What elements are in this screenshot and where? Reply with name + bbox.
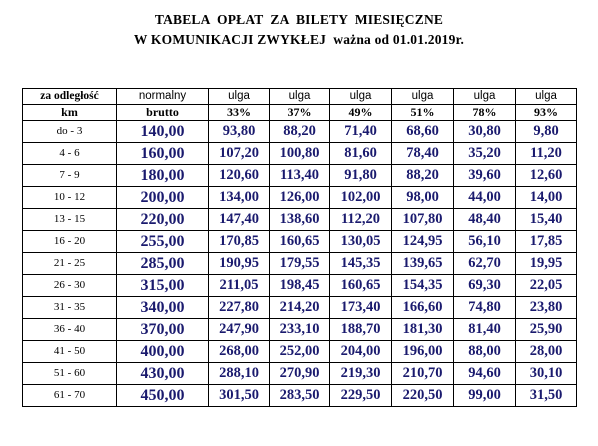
discount-price-cell: 81,40 [454,319,516,341]
header-cell: 51% [392,105,454,121]
discount-price-cell: 88,00 [454,341,516,363]
table-row [23,363,577,385]
table-row [23,187,577,209]
discount-price-cell: 166,60 [392,297,454,319]
normal-price-cell: 200,00 [117,187,209,209]
header-cell: 93% [516,105,577,121]
discount-price-cell: 91,80 [330,165,392,187]
discount-price-cell: 39,60 [454,165,516,187]
discount-price-cell: 247,90 [209,319,270,341]
discount-price-cell: 88,20 [270,121,330,143]
discount-price-cell: 220,50 [392,385,454,407]
header-cell: ulga [516,89,577,105]
normal-price-cell: 340,00 [117,297,209,319]
discount-price-cell: 283,50 [270,385,330,407]
discount-price-cell: 68,60 [392,121,454,143]
distance-cell: 26 - 30 [23,275,117,297]
discount-price-cell: 19,95 [516,253,577,275]
distance-cell: 16 - 20 [23,231,117,253]
discount-price-cell: 30,10 [516,363,577,385]
discount-price-cell: 56,10 [454,231,516,253]
discount-price-cell: 130,05 [330,231,392,253]
normal-price-cell: 400,00 [117,341,209,363]
normal-price-cell: 160,00 [117,143,209,165]
discount-price-cell: 31,50 [516,385,577,407]
discount-price-cell: 88,20 [392,165,454,187]
table-row [23,275,577,297]
table-row [23,319,577,341]
discount-price-cell: 210,70 [392,363,454,385]
discount-price-cell: 288,10 [209,363,270,385]
discount-price-cell: 170,85 [209,231,270,253]
discount-price-cell: 71,40 [330,121,392,143]
distance-cell: 41 - 50 [23,341,117,363]
distance-cell: 51 - 60 [23,363,117,385]
discount-price-cell: 23,80 [516,297,577,319]
distance-cell: 4 - 6 [23,143,117,165]
discount-price-cell: 134,00 [209,187,270,209]
discount-price-cell: 138,60 [270,209,330,231]
normal-price-cell: 370,00 [117,319,209,341]
discount-price-cell: 147,40 [209,209,270,231]
table-row [23,341,577,363]
header-cell: 37% [270,105,330,121]
discount-price-cell: 219,30 [330,363,392,385]
discount-price-cell: 11,20 [516,143,577,165]
distance-cell: 36 - 40 [23,319,117,341]
discount-price-cell: 179,55 [270,253,330,275]
discount-price-cell: 173,40 [330,297,392,319]
discount-price-cell: 44,00 [454,187,516,209]
discount-price-cell: 154,35 [392,275,454,297]
normal-price-cell: 255,00 [117,231,209,253]
fare-table [22,88,577,407]
discount-price-cell: 188,70 [330,319,392,341]
distance-cell: 13 - 15 [23,209,117,231]
discount-price-cell: 102,00 [330,187,392,209]
discount-price-cell: 94,60 [454,363,516,385]
discount-price-cell: 126,00 [270,187,330,209]
discount-price-cell: 181,30 [392,319,454,341]
normal-price-cell: 220,00 [117,209,209,231]
discount-price-cell: 100,80 [270,143,330,165]
header-row-labels [23,89,577,105]
discount-price-cell: 28,00 [516,341,577,363]
discount-price-cell: 25,90 [516,319,577,341]
discount-price-cell: 196,00 [392,341,454,363]
discount-price-cell: 9,80 [516,121,577,143]
discount-price-cell: 22,05 [516,275,577,297]
discount-price-cell: 252,00 [270,341,330,363]
discount-price-cell: 301,50 [209,385,270,407]
table-row [23,297,577,319]
distance-cell: 31 - 35 [23,297,117,319]
document-title: TABELA OPŁAT ZA BILETY MIESIĘCZNE [154,12,444,27]
discount-price-cell: 139,65 [392,253,454,275]
discount-price-cell: 214,20 [270,297,330,319]
discount-price-cell: 211,05 [209,275,270,297]
normal-price-cell: 315,00 [117,275,209,297]
discount-price-cell: 268,00 [209,341,270,363]
discount-price-cell: 112,20 [330,209,392,231]
discount-price-cell: 35,20 [454,143,516,165]
header-cell: 78% [454,105,516,121]
document-subtitle: W KOMUNIKACJI ZWYKŁEJ ważna od 01.01.2019r. [133,32,465,47]
discount-price-cell: 17,85 [516,231,577,253]
discount-price-cell: 190,95 [209,253,270,275]
header-row-units [23,105,577,121]
discount-price-cell: 160,65 [330,275,392,297]
normal-price-cell: 450,00 [117,385,209,407]
discount-price-cell: 145,35 [330,253,392,275]
discount-price-cell: 81,60 [330,143,392,165]
table-row [23,165,577,187]
discount-price-cell: 227,80 [209,297,270,319]
discount-price-cell: 98,00 [392,187,454,209]
discount-price-cell: 198,45 [270,275,330,297]
table-row [23,231,577,253]
normal-price-cell: 430,00 [117,363,209,385]
normal-price-cell: 285,00 [117,253,209,275]
table-row [23,253,577,275]
header-cell: 33% [209,105,270,121]
header-cell: km [23,105,117,121]
header-cell: ulga [270,89,330,105]
discount-price-cell: 124,95 [392,231,454,253]
discount-price-cell: 229,50 [330,385,392,407]
discount-price-cell: 160,65 [270,231,330,253]
discount-price-cell: 62,70 [454,253,516,275]
discount-price-cell: 93,80 [209,121,270,143]
header-cell: ulga [392,89,454,105]
normal-price-cell: 180,00 [117,165,209,187]
table-row [23,143,577,165]
discount-price-cell: 74,80 [454,297,516,319]
discount-price-cell: 69,30 [454,275,516,297]
discount-price-cell: 48,40 [454,209,516,231]
discount-price-cell: 120,60 [209,165,270,187]
discount-price-cell: 270,90 [270,363,330,385]
distance-cell: 10 - 12 [23,187,117,209]
fare-table-body [23,89,577,407]
header-cell: normalny [117,89,209,105]
discount-price-cell: 233,10 [270,319,330,341]
header-cell: 49% [330,105,392,121]
distance-cell: 61 - 70 [23,385,117,407]
distance-cell: 7 - 9 [23,165,117,187]
discount-price-cell: 107,80 [392,209,454,231]
discount-price-cell: 30,80 [454,121,516,143]
header-cell: za odległość [23,89,117,105]
table-row [23,121,577,143]
table-row [23,385,577,407]
distance-cell: 21 - 25 [23,253,117,275]
discount-price-cell: 99,00 [454,385,516,407]
discount-price-cell: 12,60 [516,165,577,187]
table-row [23,209,577,231]
header-cell: ulga [454,89,516,105]
distance-cell: do - 3 [23,121,117,143]
header-cell: ulga [330,89,392,105]
normal-price-cell: 140,00 [117,121,209,143]
header-cell: ulga [209,89,270,105]
discount-price-cell: 107,20 [209,143,270,165]
header-cell: brutto [117,105,209,121]
discount-price-cell: 78,40 [392,143,454,165]
discount-price-cell: 113,40 [270,165,330,187]
discount-price-cell: 204,00 [330,341,392,363]
discount-price-cell: 15,40 [516,209,577,231]
discount-price-cell: 14,00 [516,187,577,209]
